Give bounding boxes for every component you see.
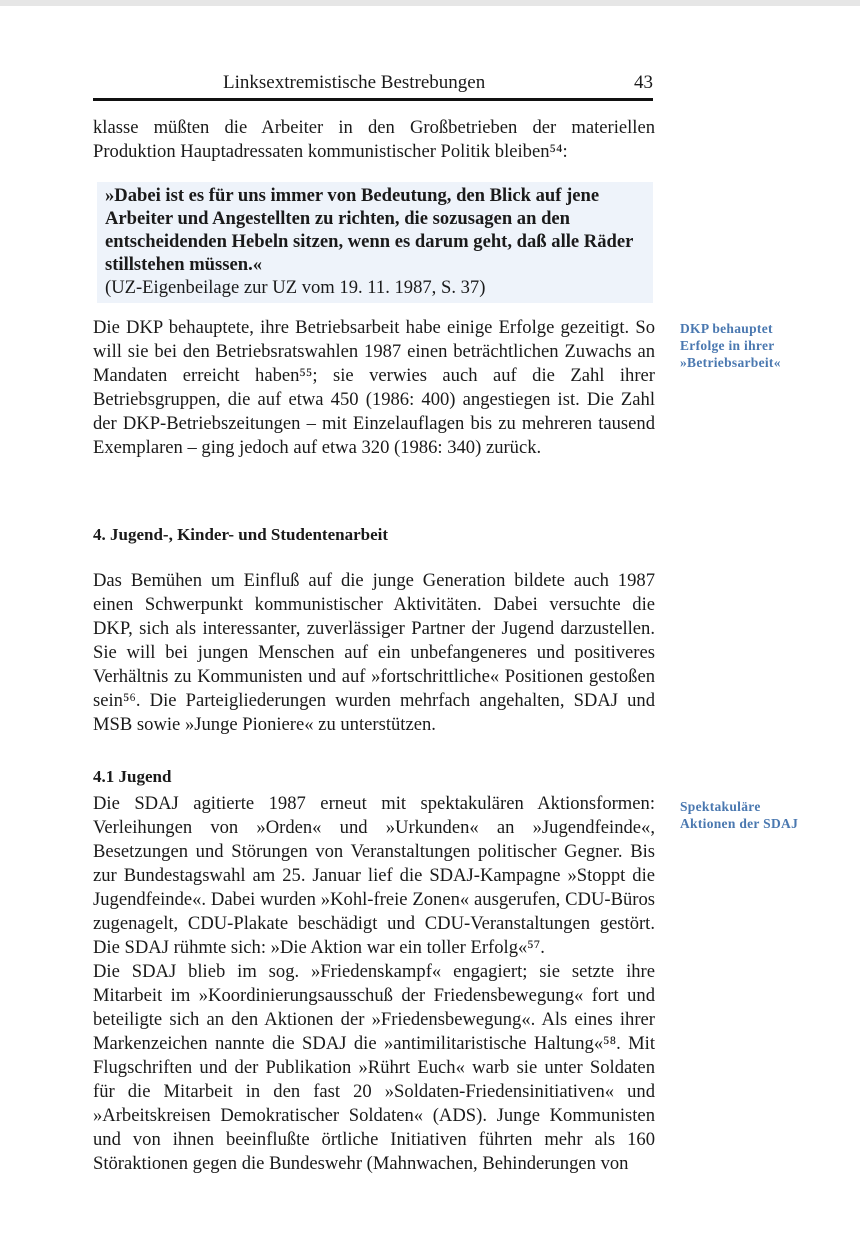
jugend-paragraphs [93, 792, 655, 1176]
dkp-text: Die DKP behauptete, ihre Betriebsarbeit habe einige Erfolge gezeitigt. So will sie bei den Betriebsratswahlen 1987 einen beträchtlichen Zuwachs an Mandaten erreicht haben⁵⁵; sie verwies auch auf die Zahl ihrer Betriebsgruppen, die auf etwa 450 (1986: 400) angestiegen ist. Die Zahl der DKP-Betriebszeitungen – mit Einzelauflagen bis zu mehreren tausend Exemplaren – ging jedoch auf etwa 320 (1986: 340) zurück. [93, 317, 655, 458]
margin-note-line: »Betriebsarbeit« [680, 355, 781, 370]
subheading: 4.1 Jugend [93, 767, 172, 786]
header-title: Linksextremistische Bestrebungen [223, 72, 486, 93]
section-heading: 4. Jugend-, Kinder- und Studentenarbeit [93, 525, 389, 544]
margin-note-line: Aktionen der SDAJ [680, 816, 799, 831]
quote-block [97, 182, 653, 303]
running-header [93, 72, 653, 98]
quote-text: »Dabei ist es für uns immer von Bedeutung, den Blick auf jene Arbeiter und Angestellten zu richten, die sozusagen an den entscheidenden Hebeln sitzen, wenn es darum geht, daß alle Räder stillstehen müssen.« [105, 185, 634, 275]
jugend-text-2: Die SDAJ blieb im sog. »Friedenskampf« engagiert; sie setzte ihre Mitarbeit im »Koordinierungsausschuß der Friedensbewegung« fort und beteiligte sich an den Aktionen der »Friedensbewegung«. Als eines ihrer Markenzeichen nannte die SDAJ die »antimilitaristische Haltung«⁵⁸. Mit Flugschriften und der Publikation »Rührt Euch« warb sie unter Soldaten für die Mitarbeit in den fast 20 »Soldaten-Friedensinitiativen« und »Arbeitskreisen Demokratischer Soldaten« (ADS). Junge Kommunisten und von ihnen beeinflußte örtliche Initiativen führten mehr als 160 Störaktionen gegen die Bundeswehr (Mahnwachen, Behinderungen von [93, 961, 655, 1174]
intro-paragraph [93, 116, 655, 164]
margin-note-line: DKP behauptet [680, 321, 773, 336]
quote-source: (UZ-Eigenbeilage zur UZ vom 19. 11. 1987, S. 37) [105, 277, 486, 298]
scan-edge [0, 0, 860, 6]
section-text: Das Bemühen um Einfluß auf die junge Generation bildete auch 1987 einen Schwerpunkt kommunistischer Aktivitäten. Dabei versuchte die DKP, sich als interessanter, zuverlässiger Partner der Jugend darzustellen. Sie will bei jungen Menschen auf ein unbefangeneres und positiveres Verhältnis zu Kommunisten und auf »fortschrittliche« Positionen gestoßen sein⁵⁶. Die Parteigliederungen wurden mehrfach angehalten, SDAJ und MSB sowie »Junge Pioniere« zu unterstützen. [93, 570, 655, 735]
page-number: 43 [634, 72, 653, 93]
header-rule [93, 98, 653, 101]
section-paragraph [93, 569, 655, 737]
intro-text: klasse müßten die Arbeiter in den Großbetrieben der materiellen Produktion Hauptadressaten kommunistischer Politik bleiben⁵⁴: [93, 117, 655, 162]
margin-note-line: Spektakuläre [680, 799, 761, 814]
dkp-paragraph [93, 316, 655, 460]
jugend-text-1: Die SDAJ agitierte 1987 erneut mit spektakulären Aktionsformen: Verleihungen von »Orden« und »Urkunden« an »Jugendfeinde«, Besetzungen und Störungen von Veranstaltungen politischer Gegner. Bis zur Bundestagswahl am 25. Januar lief die SDAJ-Kampagne »Stoppt die Jugendfeinde«. Dabei wurden »Kohl-freie Zonen« ausgerufen, CDU-Büros zugenagelt, CDU-Plakate beschädigt und CDU-Veranstaltungen gestört. Die SDAJ rühmte sich: »Die Aktion war ein toller Erfolg«⁵⁷. [93, 793, 655, 958]
margin-note-line: Erfolge in ihrer [680, 338, 775, 353]
margin-note-dkp [680, 320, 840, 371]
margin-note-sdaj [680, 798, 840, 832]
